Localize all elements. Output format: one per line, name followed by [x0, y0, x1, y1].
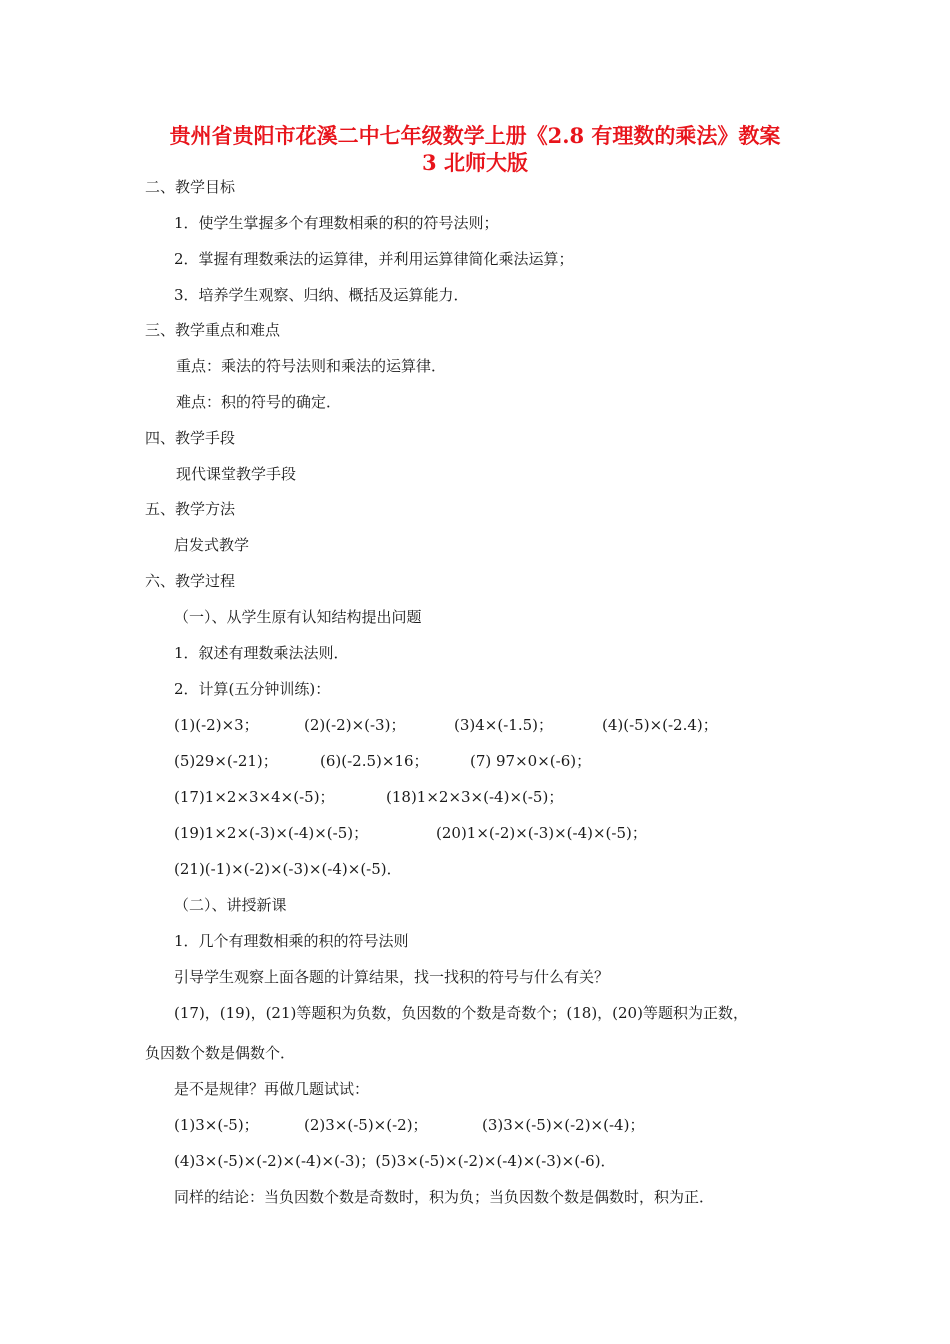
exercise-item: (7) 97×0×(-6)；: [470, 752, 592, 770]
process-heading: 六、教学过程: [145, 572, 236, 590]
exercise-row: (4)3×(-5)×(-2)×(-4)×(-3)；(5)3×(-5)×(-2)×(-4)×(-3)×(-6)．: [174, 1152, 616, 1170]
difficult-point: 难点：积的符号的确定．: [176, 393, 342, 411]
step2-text: 2．计算(五分钟训练)：: [174, 680, 331, 698]
exercise-item: (3)3×(-5)×(-2)×(-4)；: [482, 1116, 645, 1134]
means-heading: 四、教学手段: [145, 429, 236, 447]
try-more-text: 是不是规律？再做几题试试：: [174, 1080, 370, 1098]
goals-heading: 二、教学目标: [145, 178, 236, 196]
part1-heading: （一）、从学生原有认知结构提出问题: [174, 608, 422, 626]
exercise-item: (17)1×2×3×4×(-5)；: [174, 788, 335, 806]
exercise-item: (4)(-5)×(-2.4)；: [602, 716, 718, 734]
means-text: 现代课堂教学手段: [176, 465, 297, 483]
method-text: 启发式教学: [174, 536, 250, 554]
method-heading: 五、教学方法: [145, 500, 236, 518]
conclusion-text: 同样的结论：当负因数个数是奇数时，积为负；当负因数个数是偶数时，积为正．: [174, 1188, 715, 1206]
goal-item: 3．培养学生观察、归纳、概括及运算能力．: [174, 286, 469, 304]
exercise-row: [174, 1115, 644, 1135]
observation-line: (17)，(19)，(21)等题积为负数，负因数的个数是奇数个；(18)，(20)等题积为正数，: [174, 1004, 748, 1022]
observation-line: 负因数个数是偶数个．: [145, 1044, 296, 1062]
exercise-item: (18)1×2×3×(-4)×(-5)；: [386, 788, 564, 806]
document-title-line1: 贵州省贵阳市花溪二中七年级数学上册《2.8 有理数的乘法》教案: [169, 123, 781, 148]
exercise-row: [174, 715, 718, 735]
guide-text: 引导学生观察上面各题的计算结果，找一找积的符号与什么有关？: [174, 968, 610, 986]
exercise-item: (2)3×(-5)×(-2)；: [304, 1116, 428, 1134]
rule-heading: 1．几个有理数相乘的积的符号法则: [174, 932, 409, 950]
document-title-line2: 3 北师大版: [422, 150, 528, 175]
goal-item: 2．掌握有理数乘法的运算律，并利用运算律简化乘法运算；: [174, 250, 574, 268]
exercise-item: (6)(-2.5)×16；: [320, 752, 429, 770]
exercise-item: (3)4×(-1.5)；: [454, 716, 553, 734]
exercise-item: (1)(-2)×3；: [174, 716, 259, 734]
part2-heading: （二）、讲授新课: [174, 896, 287, 914]
goal-item: 1．使学生掌握多个有理数相乘的积的符号法则；: [174, 214, 499, 232]
exercise-item: (2)(-2)×(-3)；: [304, 716, 406, 734]
key-point: 重点：乘法的符号法则和乘法的运算律．: [176, 357, 447, 375]
exercise-row: [174, 787, 563, 807]
exercise-item: (20)1×(-2)×(-3)×(-4)×(-5)；: [436, 824, 647, 842]
exercise-item: (19)1×2×(-3)×(-4)×(-5)；: [174, 824, 369, 842]
step1-text: 1．叙述有理数乘法法则．: [174, 644, 349, 662]
key-heading: 三、教学重点和难点: [145, 321, 281, 339]
exercise-row: (21)(-1)×(-2)×(-3)×(-4)×(-5)．: [174, 860, 402, 878]
exercise-item: (1)3×(-5)；: [174, 1116, 259, 1134]
exercise-row: [174, 751, 591, 771]
exercise-row: [174, 823, 647, 843]
exercise-item: (5)29×(-21)；: [174, 752, 278, 770]
